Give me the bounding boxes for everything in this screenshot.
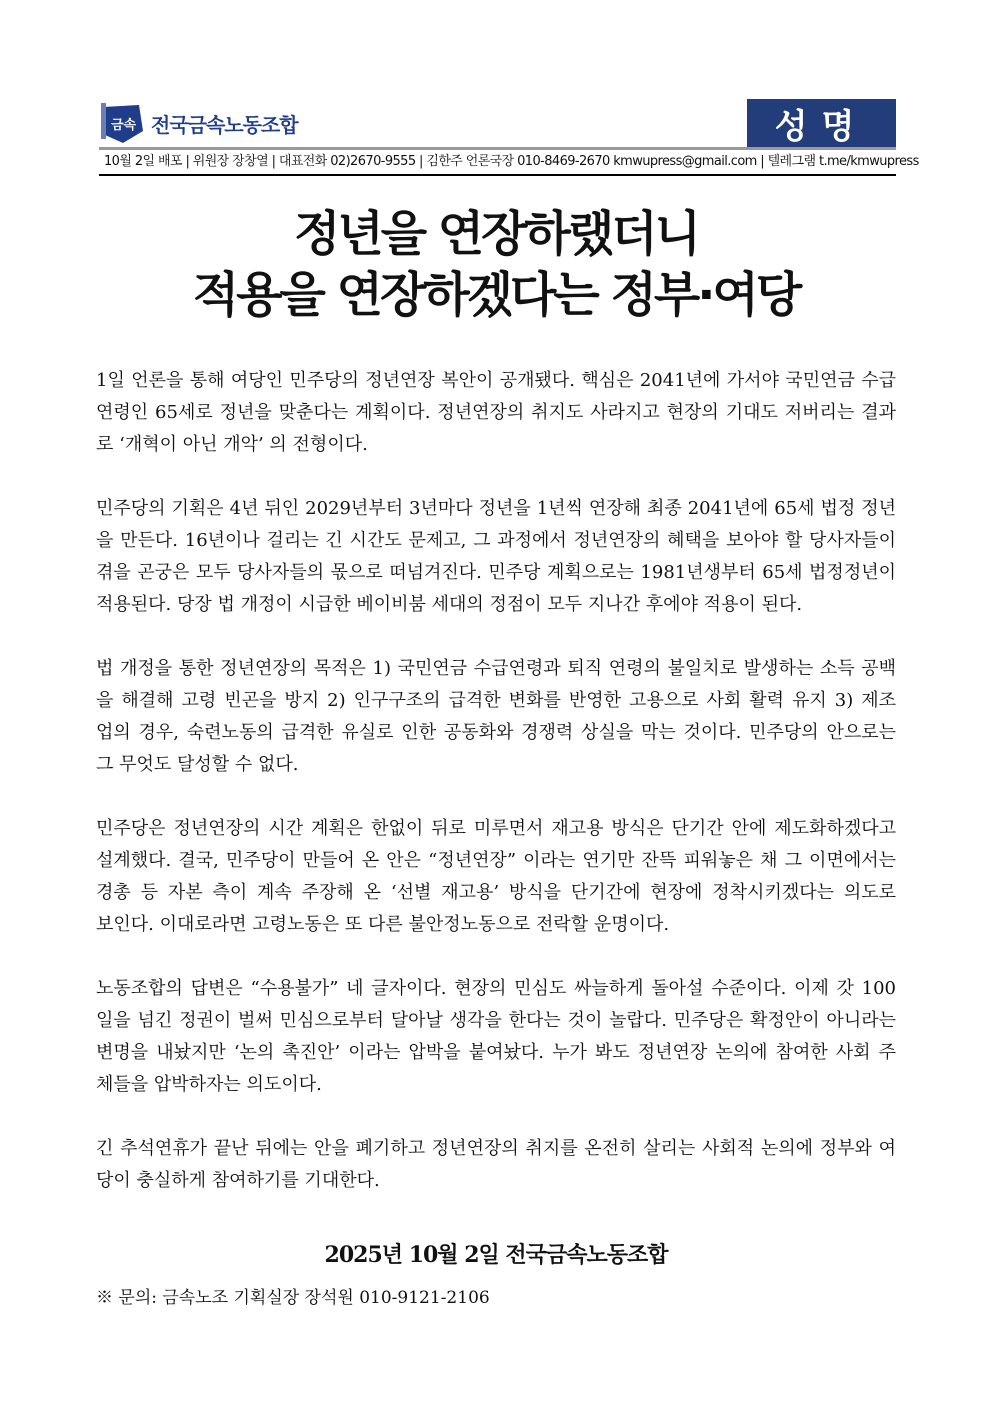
paragraph: [96, 653, 896, 781]
paragraph-line: 당이 충실하게 참여하기를 기대한다.: [96, 1170, 380, 1191]
paragraph-line: 민주당은 정년연장의 시간 계획은 한없이 뒤로 미루면서 재고용 방식은 단기간 안에 제도화하겠다고: [96, 818, 896, 839]
headline-line-2: 적용을 연장하겠다는 정부·여당: [192, 267, 800, 323]
paragraph-line: 노동조합의 답변은 “수용불가” 네 글자이다. 현장의 민심도 싸늘하게 돌아설 수준이다. 이제 갓 100: [96, 978, 896, 999]
paragraph-line: 연령인 65세로 정년을 맞춘다는 계획이다. 정년연장의 취지도 사라지고 현장의 기대도 저버리는 결과: [96, 402, 896, 423]
header-bottom-rule: [99, 174, 896, 176]
paragraph-line: 법 개정을 통한 정년연장의 목적은 1) 국민연금 수급연령과 퇴직 연령의 불일치로 발생하는 소득 공백: [96, 658, 896, 679]
paragraph-line: 겪을 곤궁은 모두 당사자들의 몫으로 떠넘겨진다. 민주당 계획으로는 1981년생부터 65세 법정정년이: [96, 562, 896, 583]
org-name: 전국금속노동조합: [151, 112, 298, 137]
contact-info-line: 10월 2일 배포 | 위원장 장창열 | 대표전화 02)2670-9555 | 김한주 언론국장 010-8469-2670 kmwupress@gmail.com | 텔레그램 t.me/kmwupress: [104, 154, 919, 169]
statement-badge: 성명: [747, 99, 896, 147]
headline-line-1: 정년을 연장하랬더니: [293, 206, 699, 262]
paragraph: [96, 493, 896, 621]
statement-body: [96, 365, 896, 1229]
paragraph-line: 업의 경우, 숙련노동의 급격한 유실로 인한 공동화와 경쟁력 상실을 막는 것이다. 민주당의 안으로는: [96, 722, 896, 743]
paragraph-line: 적용된다. 당장 법 개정이 시급한 베이비붐 세대의 정점이 모두 지나간 후에야 적용이 된다.: [96, 594, 803, 615]
paragraph-line: 로 ‘개혁이 아닌 개악’ 의 전형이다.: [96, 434, 368, 455]
logo-text: 금속: [111, 118, 137, 133]
paragraph-line: 민주당의 기획은 4년 뒤인 2029년부터 3년마다 정년을 1년씩 연장해 최종 2041년에 65세 법정 정년: [96, 498, 896, 519]
paragraph-line: 체들을 압박하자는 의도이다.: [96, 1074, 322, 1095]
union-emblem-icon: [99, 101, 145, 145]
paragraph: [96, 973, 896, 1101]
paragraph-line: 보인다. 이대로라면 고령노동은 또 다른 불안정노동으로 전락할 운명이다.: [96, 914, 670, 935]
paragraph: [96, 813, 896, 941]
paragraph-line: 경총 등 자본 측이 계속 주장해 온 ‘선별 재고용’ 방식을 단기간에 현장에 정착시키겠다는 의도로: [96, 882, 896, 903]
paragraph: [96, 1133, 896, 1197]
paragraph-line: 그 무엇도 달성할 수 없다.: [96, 754, 299, 775]
paragraph-line: 변명을 내놨지만 ‘논의 촉진안’ 이라는 압박을 붙여놨다. 누가 봐도 정년연장 논의에 참여한 사회 주: [96, 1042, 896, 1063]
paragraph-line: 일을 넘긴 정권이 벌써 민심으로부터 달아날 생각을 한다는 것이 놀랍다. 민주당은 확정안이 아니라는: [96, 1010, 896, 1031]
paragraph-line: 긴 추석연휴가 끝난 뒤에는 안을 폐기하고 정년연장의 취지를 온전히 살리는 사회적 논의에 정부와 여: [96, 1138, 896, 1159]
signature-line: 2025년 10월 2일 전국금속노동조합: [324, 1242, 668, 1268]
paragraph: [96, 365, 896, 461]
paragraph-line: 을 만든다. 16년이나 걸리는 긴 시간도 문제고, 그 과정에서 정년연장의 혜택을 보아야 할 당사자들이: [96, 530, 896, 551]
paragraph-line: 1일 언론을 통해 여당인 민주당의 정년연장 복안이 공개됐다. 핵심은 2041년에 가서야 국민연금 수급: [96, 370, 896, 391]
inquiry-contact: ※ 문의: 금속노조 기획실장 장석원 010-9121-2106: [96, 1288, 490, 1308]
union-logo: [99, 101, 298, 145]
header-divider: [99, 147, 896, 150]
paragraph-line: 을 해결해 고령 빈곤을 방지 2) 인구구조의 급격한 변화를 반영한 고용으로 사회 활력 유지 3) 제조: [96, 690, 896, 711]
paragraph-line: 설계했다. 결국, 민주당이 만들어 온 안은 “정년연장” 이라는 연기만 잔뜩 피워놓은 채 그 이면에서는: [96, 850, 896, 871]
